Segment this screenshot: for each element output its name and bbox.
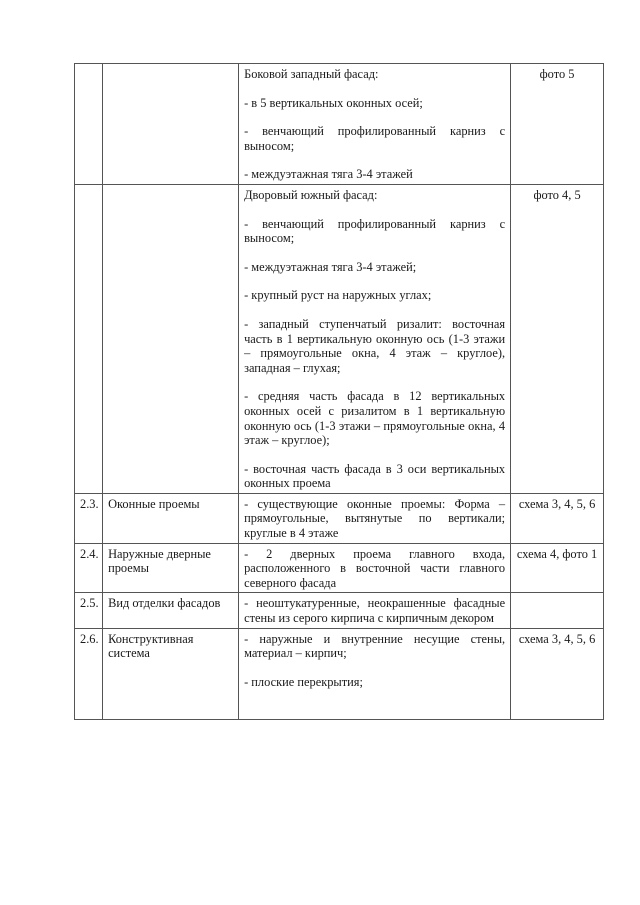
table-row — [75, 184, 604, 493]
description-paragraph: - в 5 вертикальных оконных осей; — [244, 95, 423, 110]
paragraph-gap — [244, 689, 505, 703]
row-name — [103, 184, 239, 493]
description-paragraph: - междуэтажная тяга 3-4 этажей; — [244, 259, 417, 274]
row-description — [239, 628, 511, 720]
table-row — [75, 593, 604, 628]
description-paragraph: Дворовый южный фасад: — [244, 187, 378, 202]
row-name: Оконные проемы — [103, 493, 239, 543]
paragraph-gap — [244, 703, 505, 717]
paragraph-gap — [244, 203, 505, 217]
row-number — [75, 184, 103, 493]
description-paragraph: - западный ступенчатый ризалит: восточная часть в 1 вертикальную оконную ось (1-3 этажи – прямоугольные окна, 4 этаж – круглое), западная – глухая; — [244, 316, 506, 375]
description-paragraph: - крупный руст на наружных углах; — [244, 288, 432, 303]
paragraph-gap — [244, 82, 505, 96]
row-reference: схема 4, фото 1 — [511, 543, 604, 593]
row-description — [239, 184, 511, 493]
row-reference: фото 4, 5 — [511, 184, 604, 493]
description-paragraph: - 2 дверных проема главного входа, расположенного в восточной части главного северного фасада — [244, 546, 506, 590]
row-description — [239, 493, 511, 543]
row-reference — [511, 593, 604, 628]
paragraph-gap — [244, 274, 505, 288]
table-body — [75, 64, 604, 720]
description-paragraph: - венчающий профилированный карниз с выносом; — [244, 124, 506, 153]
row-name: Конструктивная система — [103, 628, 239, 720]
table-row — [75, 628, 604, 720]
paragraph-gap — [244, 661, 505, 675]
row-description — [239, 543, 511, 593]
row-description — [239, 593, 511, 628]
paragraph-gap — [244, 110, 505, 124]
description-paragraph: - неоштукатуренные, неокрашенные фасадные стены из серого кирпича с кирпичным декором — [244, 596, 506, 626]
description-paragraph: - восточная часть фасада в 3 оси вертикальных оконных проема — [244, 461, 506, 491]
row-reference: схема 3, 4, 5, 6 — [511, 493, 604, 543]
row-reference: схема 3, 4, 5, 6 — [511, 628, 604, 720]
row-name: Вид отделки фасадов — [103, 593, 239, 628]
paragraph-gap — [244, 375, 505, 389]
paragraph-gap — [244, 448, 505, 462]
characteristics-table — [74, 63, 604, 720]
row-number: 2.4. — [75, 543, 103, 593]
row-number: 2.5. — [75, 593, 103, 628]
paragraph-gap — [244, 153, 505, 167]
description-paragraph: - существующие оконные проемы: Форма – прямоугольные, вытянутые по вертикали; круглые в 4 этаже — [244, 496, 506, 541]
paragraph-gap — [244, 303, 505, 317]
row-description — [239, 64, 511, 185]
row-reference: фото 5 — [511, 64, 604, 185]
paragraph-gap — [244, 246, 505, 260]
description-paragraph: - плоские перекрытия; — [244, 674, 363, 689]
table-row — [75, 64, 604, 185]
description-paragraph: - средняя часть фасада в 12 вертикальных оконных осей с ризалитом в 1 вертикальную оконную ось (1-3 этажи – прямоугольные окна, 4 этаж – круглое); — [244, 389, 506, 448]
row-name — [103, 64, 239, 185]
row-name: Наружные дверные проемы — [103, 543, 239, 593]
table-row — [75, 493, 604, 543]
row-number — [75, 64, 103, 185]
description-paragraph: - междуэтажная тяга 3-4 этажей — [244, 167, 413, 182]
row-number: 2.6. — [75, 628, 103, 720]
table-row — [75, 543, 604, 593]
row-number: 2.3. — [75, 493, 103, 543]
description-paragraph: - наружные и внутренние несущие стены, материал – кирпич; — [244, 631, 506, 661]
description-paragraph: - венчающий профилированный карниз с выносом; — [244, 216, 506, 246]
description-paragraph: Боковой западный фасад: — [244, 67, 379, 81]
